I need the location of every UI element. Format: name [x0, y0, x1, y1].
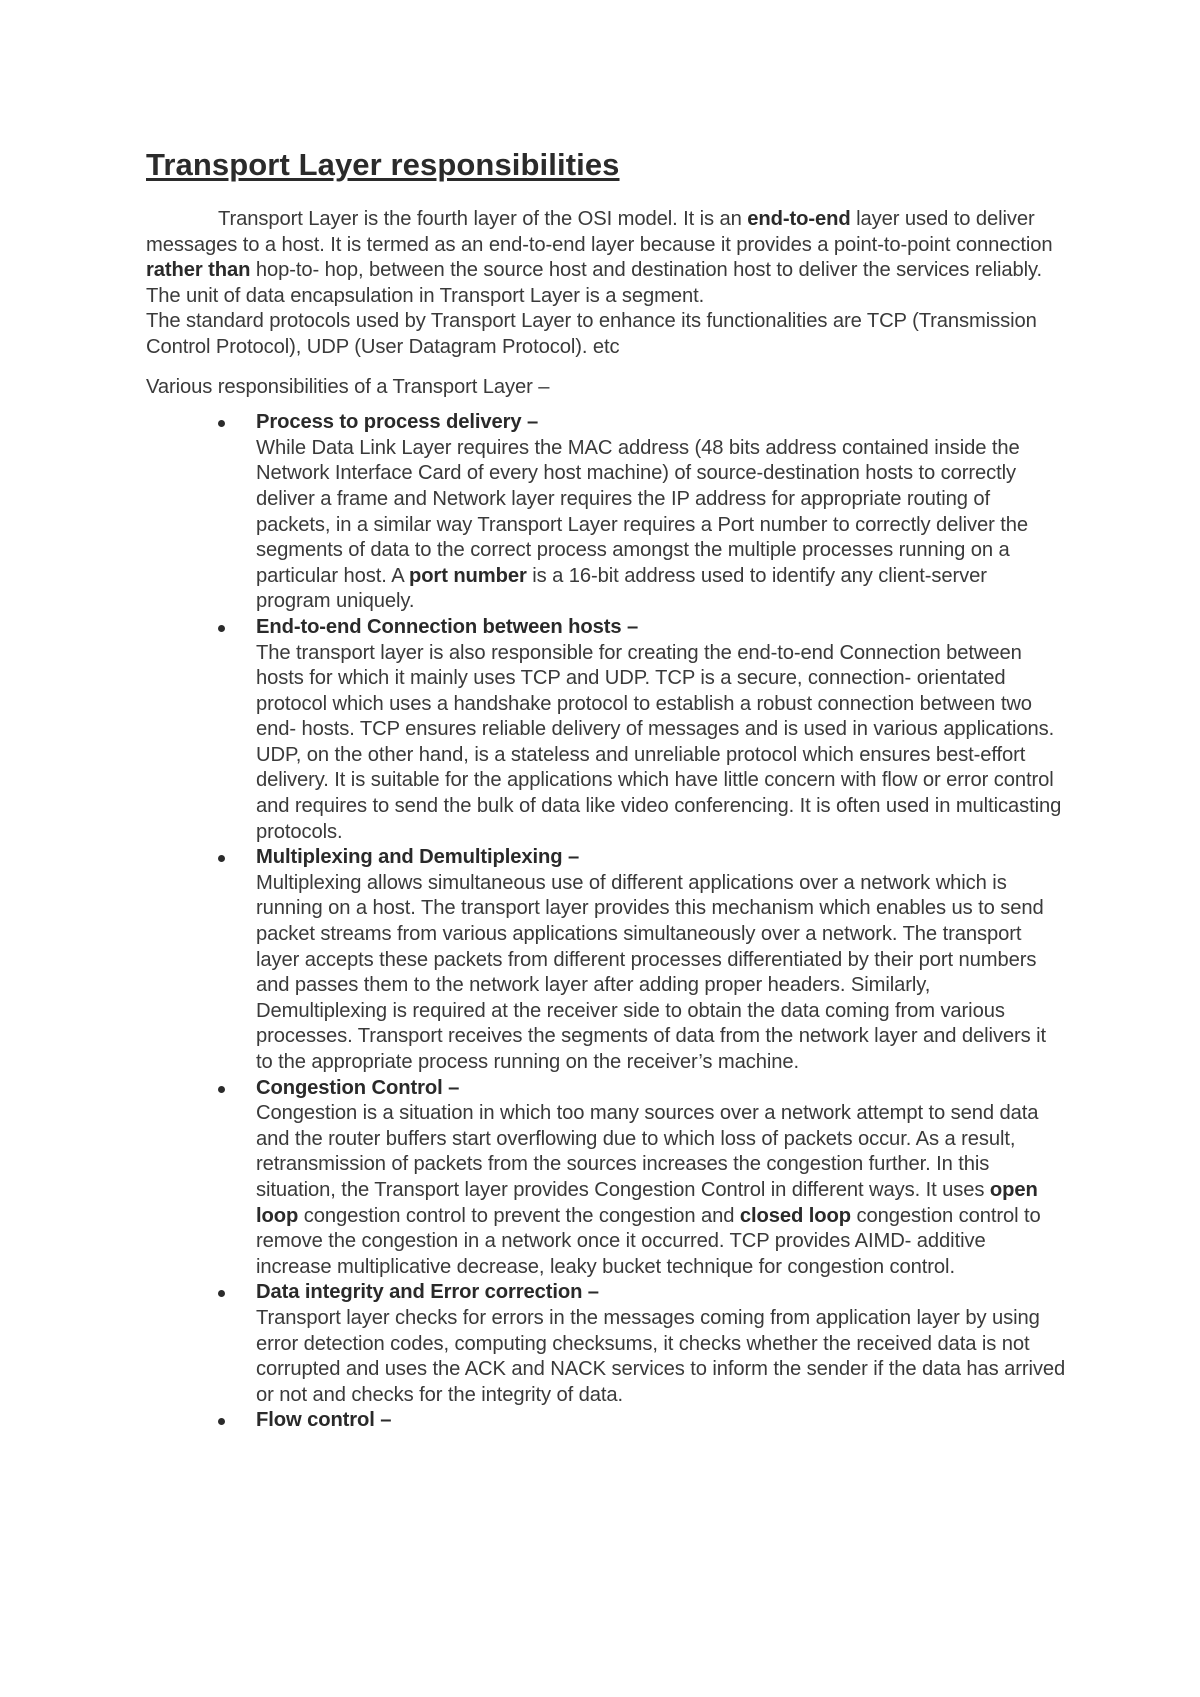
list-item-end-to-end	[146, 615, 1066, 845]
item-bold-port-number: port number	[408, 564, 527, 587]
protocols-paragraph: The standard protocols used by Transport Layer to enhance its functionalities are TCP (Transmission Control Protocol), UDP (User Datagram Protocol). etc	[146, 310, 1037, 358]
item-heading: Congestion Control –	[256, 1076, 460, 1099]
list-intro: Various responsibilities of a Transport Layer –	[146, 375, 550, 398]
intro-bold-end-to-end: end-to-end	[747, 208, 851, 230]
list-item-multiplexing	[146, 845, 1066, 1075]
item-body	[256, 1101, 1066, 1280]
item-text: congestion control to remove the congestion in a network once it occurred. TCP provides AIMD- additive increase multiplicative decrease, leaky bucket technique for congestion control.	[256, 1204, 1041, 1278]
item-body: Multiplexing allows simultaneous use of different applications over a network which is running on a host. The transport layer provides this mechanism which enables us to send packet streams from various applications simultaneously over a network. The transport layer accepts these packets from different processes differentiated by their port numbers and passes them to the network layer after adding proper headers. Similarly, Demultiplexing is required at the receiver side to obtain the data coming from various processes. Transport receives the segments of data from the network layer and delivers it to the appropriate process running on the receiver’s machine.	[256, 871, 1047, 1073]
list-item-congestion-control	[146, 1076, 1066, 1281]
list-item-data-integrity	[146, 1280, 1066, 1408]
document-page	[146, 145, 1066, 1434]
intro-text: layer used to deliver messages to a host. It is termed as an end-to-end layer because it provides a point-to-point connection	[146, 208, 1053, 256]
list-item-flow-control	[146, 1408, 1066, 1434]
page-title: Transport Layer responsibilities	[146, 147, 620, 182]
item-bold-closed-loop: closed loop	[739, 1204, 851, 1227]
item-text: is a 16-bit address used to identify any client-server program uniquely.	[256, 564, 987, 613]
item-heading: End-to-end Connection between hosts –	[256, 615, 639, 638]
bullet-icon	[218, 420, 225, 427]
intro-text: hop-to- hop, between the source host and destination host to deliver the services reliably. The unit of data encapsulation in Transport Layer is a segment.	[146, 259, 1043, 307]
item-heading: Flow control –	[256, 1409, 392, 1432]
item-text: congestion control to prevent the congestion and	[298, 1204, 740, 1227]
bullet-icon	[218, 1086, 225, 1093]
item-bold-open-loop: open loop	[256, 1178, 1038, 1227]
spacer	[146, 361, 1066, 375]
item-body: Transport layer checks for errors in the messages coming from application layer by using error detection codes, computing checksums, it checks whether the received data is not corrupted and uses the ACK and NACK services to inform the sender if the data has arrived or not and checks for the integrity of data.	[256, 1306, 1066, 1406]
bullet-icon	[218, 625, 225, 632]
intro-bold-rather-than: rather than	[146, 259, 251, 282]
item-body	[256, 436, 1066, 615]
item-heading: Process to process delivery –	[256, 411, 539, 434]
bullet-icon	[218, 855, 225, 862]
intro-paragraph	[146, 207, 1066, 309]
item-body: The transport layer is also responsible for creating the end-to-end Connection between hosts for which it mainly uses TCP and UDP. TCP is a secure, connection- orientated protocol which uses a handshake protocol to establish a robust connection between two end- hosts. TCP ensures reliable delivery of messages and is used in various applications. UDP, on the other hand, is a stateless and unreliable protocol which ensures best-effort delivery. It is suitable for the applications which have little concern with flow or error control and requires to send the bulk of data like video conferencing. It is often used in multicasting protocols.	[256, 641, 1062, 843]
item-heading: Data integrity and Error correction –	[256, 1281, 599, 1304]
item-text: Congestion is a situation in which too many sources over a network attempt to send data and the router buffers start overflowing due to which loss of packets occur. As a result, retransmission of packets from the sources increases the congestion further. In this situation, the Transport layer provides Congestion Control in different ways. It uses	[256, 1102, 1039, 1201]
list-item-process-delivery	[146, 410, 1066, 615]
responsibilities-list	[146, 410, 1066, 1434]
item-text: While Data Link Layer requires the MAC address (48 bits address contained inside the Network Interface Card of every host machine) of source-destination hosts to correctly deliver a frame and Network layer requires the IP address for appropriate routing of packets, in a similar way Transport Layer requires a Port number to correctly deliver the segments of data to the correct process amongst the multiple processes running on a particular host. A	[256, 436, 1029, 587]
bullet-icon	[218, 1418, 225, 1425]
intro-text: Transport Layer is the fourth layer of the OSI model. It is an	[218, 208, 748, 230]
bullet-icon	[218, 1290, 225, 1297]
item-heading: Multiplexing and Demultiplexing –	[256, 846, 580, 869]
